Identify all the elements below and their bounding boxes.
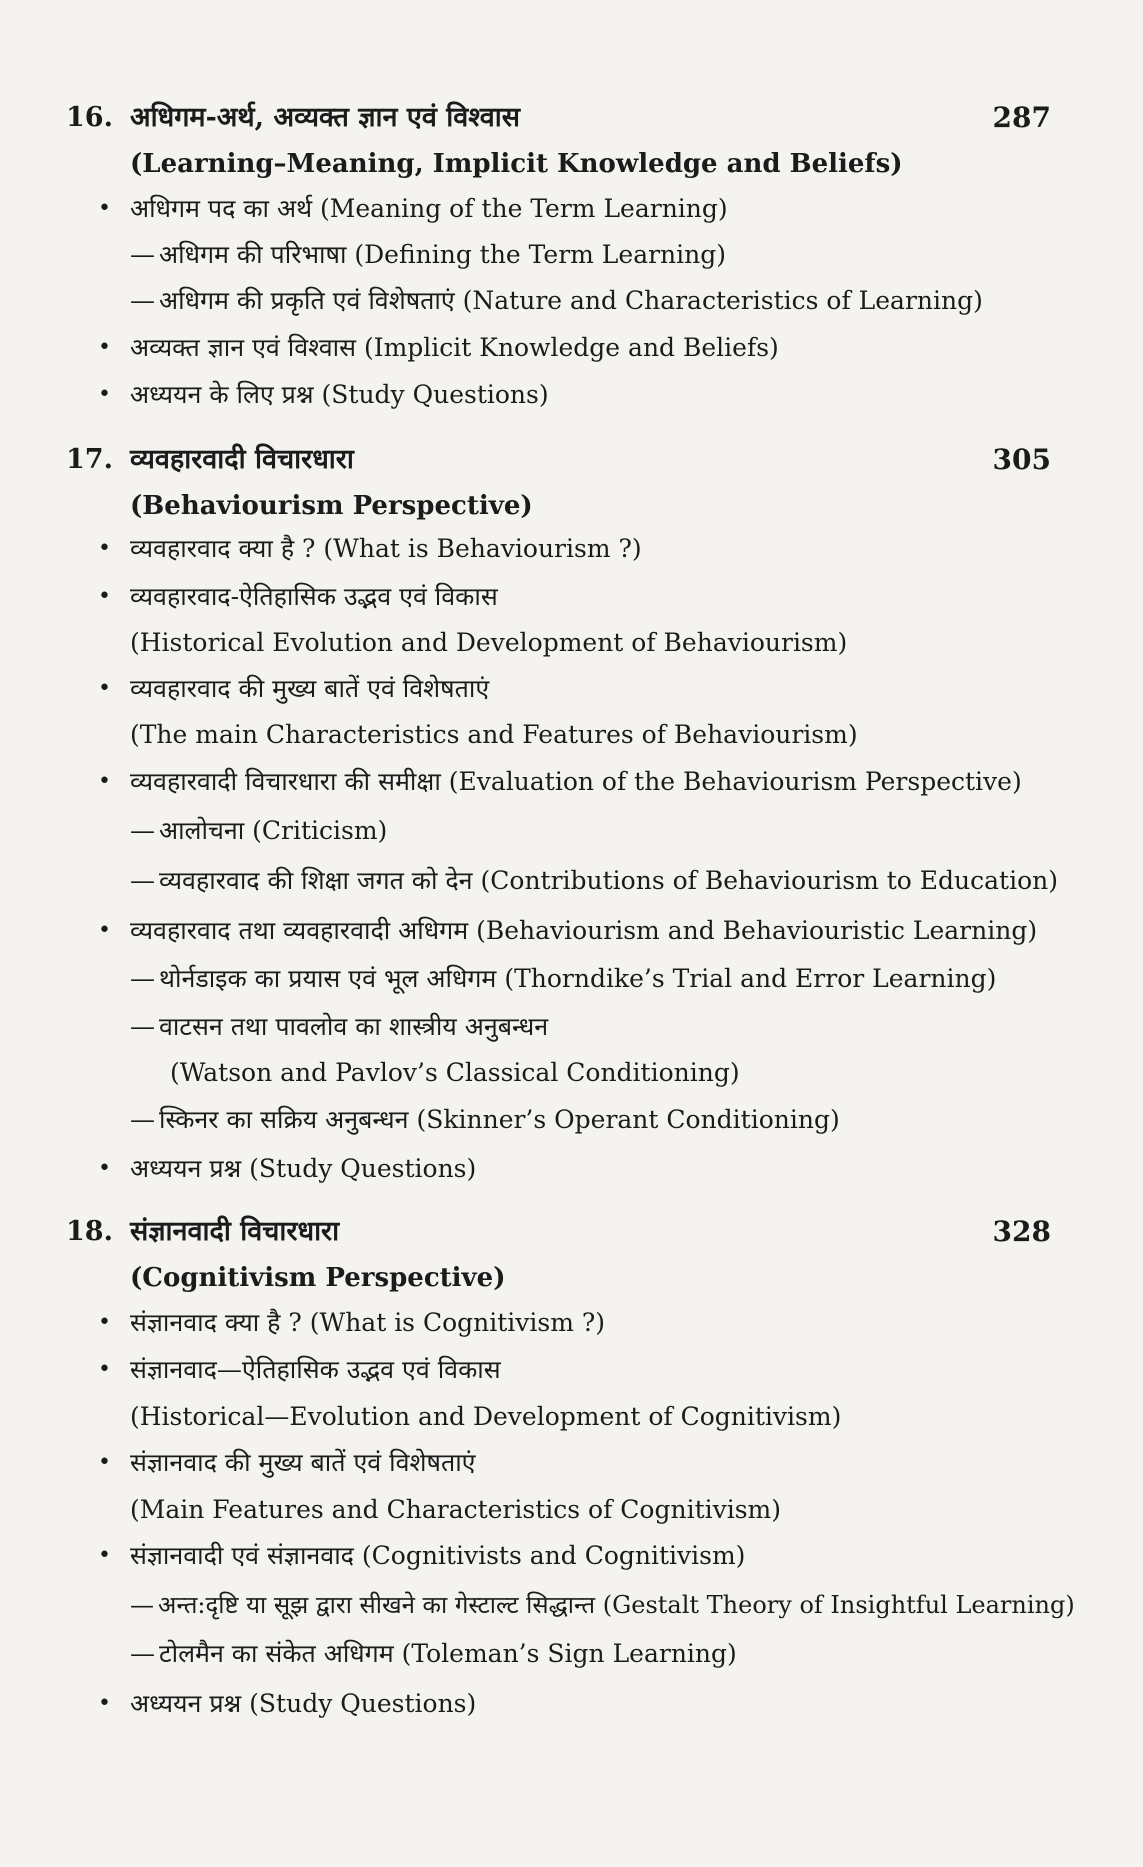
toc-subitem xyxy=(130,814,387,848)
toc-item: संज्ञानवाद क्या है ? (What is Cognitivism ?) xyxy=(130,1308,606,1337)
chapter-page-number: 305 xyxy=(992,443,1051,476)
bullet-icon: • xyxy=(98,335,111,360)
bullet-icon: • xyxy=(98,196,111,221)
toc-item: संज्ञानवाद—ऐतिहासिक उद्भव एवं विकास xyxy=(130,1355,501,1384)
bullet-icon: • xyxy=(98,676,111,701)
bullet-icon: • xyxy=(98,1357,111,1382)
dash-icon: — xyxy=(130,964,155,993)
toc-subitem-text: व्यवहारवाद की शिक्षा जगत को देन (Contributions of Behaviourism to Education) xyxy=(159,866,1058,895)
chapter-number: 18. xyxy=(66,1216,113,1247)
dash-icon: — xyxy=(130,816,155,845)
toc-subitem-text: वाटसन तथा पावलोव का शास्त्रीय अनुबन्धन xyxy=(159,1012,549,1041)
toc-subitem-text: आलोचना (Criticism) xyxy=(159,816,388,845)
chapter-page-number: 287 xyxy=(992,101,1051,134)
bullet-icon: • xyxy=(98,769,111,794)
toc-item: अध्ययन प्रश्न (Study Questions) xyxy=(130,1689,477,1718)
chapter-title-english: (Learning–Meaning, Implicit Knowledge and Beliefs) xyxy=(130,149,903,179)
bullet-icon: • xyxy=(98,918,111,943)
dash-icon: — xyxy=(130,866,155,895)
dash-icon: — xyxy=(130,1591,154,1619)
toc-subitem-text: अन्त:दृष्टि या सूझ द्वारा सीखने का गेस्टाल्ट सिद्धान्त (Gestalt Theory of Insightful Learning) xyxy=(158,1591,1075,1619)
chapter-title-hindi: संज्ञानवादी विचारधारा xyxy=(130,1216,340,1247)
dash-icon: — xyxy=(130,286,155,315)
toc-subitem xyxy=(130,284,983,318)
bullet-icon: • xyxy=(98,584,111,609)
toc-item: संज्ञानवाद की मुख्य बातें एवं विशेषताएं xyxy=(130,1448,476,1477)
bullet-icon: • xyxy=(98,382,111,407)
dash-icon: — xyxy=(130,1105,155,1134)
toc-subitem-text: स्किनर का सक्रिय अनुबन्धन (Skinner’s Operant Conditioning) xyxy=(159,1105,840,1134)
dash-icon: — xyxy=(130,1639,155,1668)
toc-subitem-text: अधिगम की प्रकृति एवं विशेषताएं (Nature and Characteristics of Learning) xyxy=(159,286,983,315)
toc-subitem-text: टोलमैन का संकेत अधिगम (Toleman’s Sign Learning) xyxy=(159,1639,737,1668)
toc-subitem-continuation: (Watson and Pavlov’s Classical Conditioning) xyxy=(170,1058,740,1087)
bullet-icon: • xyxy=(98,1156,111,1181)
toc-item: अव्यक्त ज्ञान एवं विश्वास (Implicit Knowledge and Beliefs) xyxy=(130,333,779,362)
toc-item-continuation: (Historical Evolution and Development of Behaviourism) xyxy=(130,628,848,657)
toc-item: व्यवहारवादी विचारधारा की समीक्षा (Evaluation of the Behaviourism Perspective) xyxy=(130,767,1022,796)
toc-item: अधिगम पद का अर्थ (Meaning of the Term Learning) xyxy=(130,194,728,223)
toc-item: संज्ञानवादी एवं संज्ञानवाद (Cognitivists and Cognitivism) xyxy=(130,1541,746,1570)
toc-subitem xyxy=(130,962,996,996)
chapter-title-hindi: अधिगम-अर्थ, अव्यक्त ज्ञान एवं विश्वास xyxy=(130,102,521,133)
toc-item: अध्ययन प्रश्न (Study Questions) xyxy=(130,1154,477,1183)
toc-subitem xyxy=(130,238,726,272)
chapter-page-number: 328 xyxy=(992,1215,1051,1248)
toc-subitem xyxy=(130,864,1058,898)
bullet-icon: • xyxy=(98,1310,111,1335)
toc-item: अध्ययन के लिए प्रश्न (Study Questions) xyxy=(130,380,549,409)
chapter-number: 16. xyxy=(66,102,113,133)
chapter-number: 17. xyxy=(66,444,113,475)
toc-item-continuation: (The main Characteristics and Features of Behaviourism) xyxy=(130,720,858,749)
toc-subitem-text: थोर्नडाइक का प्रयास एवं भूल अधिगम (Thorndike’s Trial and Error Learning) xyxy=(159,964,997,993)
toc-item: व्यवहारवाद क्या है ? (What is Behaviourism ?) xyxy=(130,534,642,563)
dash-icon: — xyxy=(130,240,155,269)
dash-icon: — xyxy=(130,1012,155,1041)
toc-subitem xyxy=(130,1637,737,1671)
chapter-title-hindi: व्यवहारवादी विचारधारा xyxy=(130,444,354,475)
toc-item-continuation: (Main Features and Characteristics of Cognitivism) xyxy=(130,1495,782,1524)
bullet-icon: • xyxy=(98,1691,111,1716)
bullet-icon: • xyxy=(98,1450,111,1475)
toc-item: व्यवहारवाद की मुख्य बातें एवं विशेषताएं xyxy=(130,674,490,703)
bullet-icon: • xyxy=(98,1543,111,1568)
toc-subitem xyxy=(130,1588,1075,1622)
chapter-title-english: (Cognitivism Perspective) xyxy=(130,1263,506,1293)
toc-item: व्यवहारवाद-ऐतिहासिक उद्भव एवं विकास xyxy=(130,582,498,611)
toc-subitem xyxy=(130,1010,548,1044)
toc-subitem-text: अधिगम की परिभाषा (Defining the Term Learning) xyxy=(159,240,727,269)
toc-item: व्यवहारवाद तथा व्यवहारवादी अधिगम (Behaviourism and Behaviouristic Learning) xyxy=(130,916,1038,945)
chapter-title-english: (Behaviourism Perspective) xyxy=(130,491,533,521)
toc-item-continuation: (Historical—Evolution and Development of Cognitivism) xyxy=(130,1402,842,1431)
bullet-icon: • xyxy=(98,536,111,561)
toc-subitem xyxy=(130,1103,840,1137)
